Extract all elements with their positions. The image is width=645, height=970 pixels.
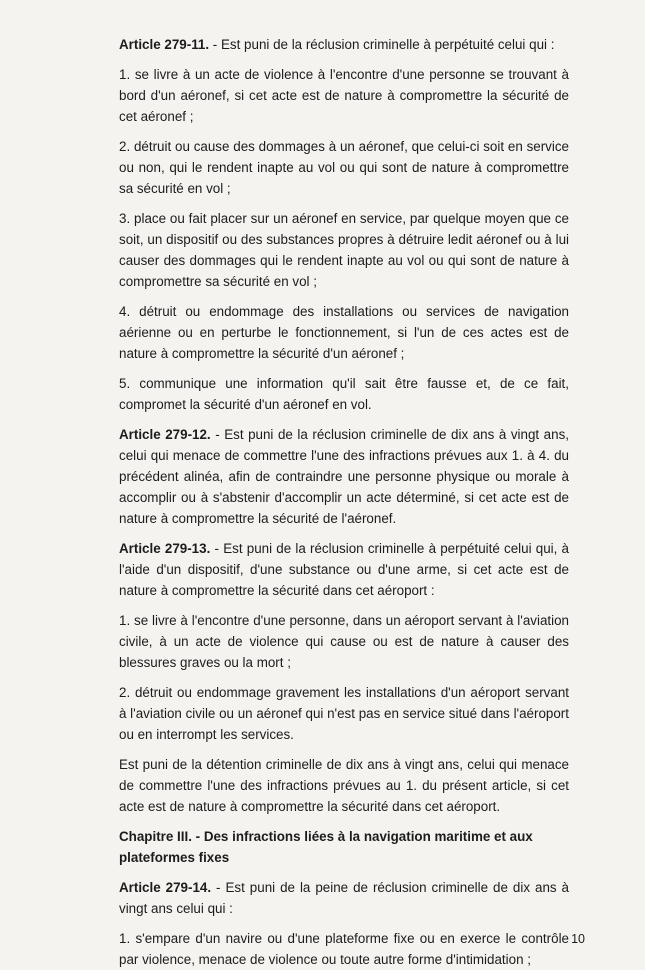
article-279-11-item-2: 2. détruit ou cause des dommages à un aéronef, que celui-ci soit en service ou non, qui le rendent inapte au vol ou qui sont de nature à compromettre sa sécurité en vol ;: [119, 139, 569, 196]
article-279-11-intro: [119, 34, 569, 55]
article-279-14-text: - Est puni de la peine de réclusion criminelle de dix ans à vingt ans celui qui :: [119, 880, 570, 916]
article-279-13-item-2: 2. détruit ou endommage gravement les installations d'un aéroport servant à l'aviation civile ou un aéronef qui n'est pas en service situé dans l'aéroport ou en interrompt les services.: [119, 685, 569, 742]
article-279-13-label: Article 279-13.: [119, 541, 211, 556]
article-279-12-label: Article 279-12.: [119, 427, 211, 442]
article-279-14-item-1: 1. s'empare d'un navire ou d'une plateforme fixe ou en exerce le contrôle par violence, menace de violence ou toute autre forme d'intimidation ;: [119, 931, 569, 967]
article-279-13-item-1: 1. se livre à l'encontre d'une personne, dans un aéroport servant à l'aviation civile, à un acte de violence qui cause ou est de nature à causer des blessures graves ou la mort ;: [119, 613, 569, 670]
article-279-14-intro: [119, 877, 569, 919]
article-279-11-label: Article 279-11.: [119, 37, 210, 52]
article-279-11-item-1: 1. se livre à un acte de violence à l'encontre d'une personne se trouvant à bord d'un aéronef, si cet acte est de nature à compromettre la sécurité de cet aéronef ;: [119, 67, 569, 124]
article-279-13-intro: [119, 538, 569, 601]
article-279-13-closing: Est puni de la détention criminelle de dix ans à vingt ans, celui qui menace de commettre l'une des infractions prévues au 1. du présent article, si cet acte est de nature à compromettre la sécurité dans cet aéroport.: [119, 757, 569, 814]
article-279-12-text: - Est puni de la réclusion criminelle de dix ans à vingt ans, celui qui menace de commettre l'une des infractions prévues aux 1. à 4. du précédent alinéa, afin de contraindre une personne physique ou morale à accomplir ou à s'abstenir d'accomplir un acte déterminé, si cet acte est de nature à compromettre la sécurité de l'aéronef.: [119, 427, 569, 526]
article-279-13-text: - Est puni de la réclusion criminelle à perpétuité celui qui, à l'aide d'un dispositif, d'une substance ou d'une arme, si cet acte est de nature à compromettre la sécurité dans cet aéroport :: [119, 541, 570, 598]
chapter-heading: Chapitre III. - Des infractions liées à la navigation maritime et aux plateformes fixes: [119, 829, 533, 865]
article-279-11-item-5: 5. communique une information qu'il sait être fausse et, de ce fait, compromet la sécurité d'un aéronef en vol.: [119, 376, 569, 412]
article-279-11-item-4: 4. détruit ou endommage des installations ou services de navigation aérienne ou en perturbe le fonctionnement, si l'un de ces actes est de nature à compromettre la sécurité d'un aéronef ;: [119, 304, 569, 361]
article-279-12: [119, 424, 569, 529]
article-279-14-label: Article 279-14.: [119, 880, 212, 895]
article-279-11-text: - Est puni de la réclusion criminelle à perpétuité celui qui :: [209, 37, 555, 52]
page-number: 10: [571, 932, 585, 946]
article-279-11-item-3: 3. place ou fait placer sur un aéronef en service, par quelque moyen que ce soit, un dispositif ou des substances propres à détruire ledit aéronef ou à lui causer des dommages qui le rendent inapte au vol ou qui sont de nature à compromettre sa sécurité en vol ;: [119, 211, 569, 289]
